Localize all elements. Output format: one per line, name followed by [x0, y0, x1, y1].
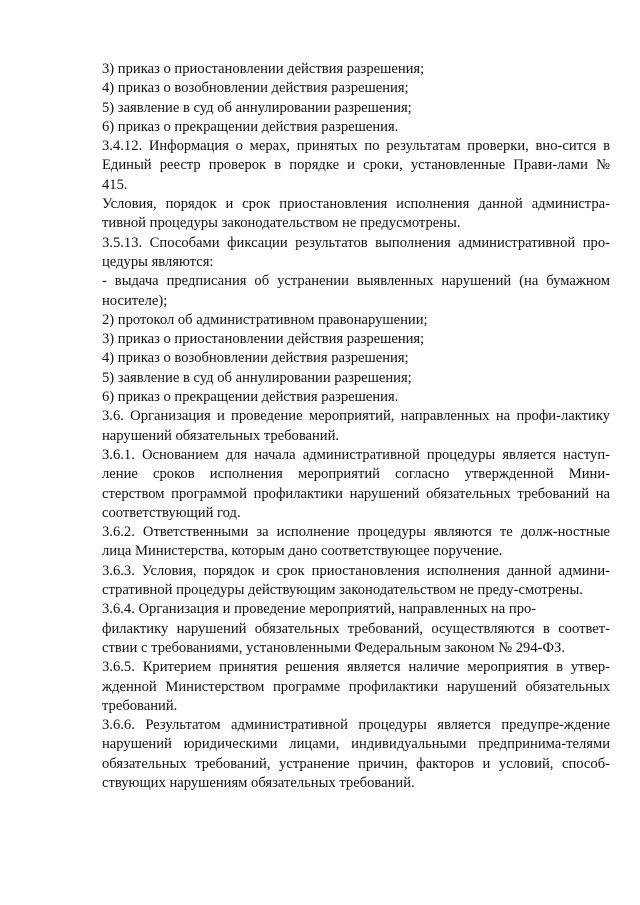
text-line: соответствующий год. [102, 504, 241, 521]
text-line: 3.4.12. Информация о мерах, принятых по результатам проверки, вно-сится в [102, 138, 610, 155]
text-line: 3) приказ о приостановлении действия разрешения; [102, 331, 425, 348]
text-line: жденной Министерством программе профилактики нарушений обязательных [102, 678, 610, 695]
text-line: 3) приказ о приостановлении действия разрешения; [102, 61, 425, 77]
text-line: 2) протокол об административном правонарушении; [102, 311, 428, 328]
text-line: 5) заявление в суд об аннулировании разрешения; [102, 369, 412, 386]
text-line: ление сроков исполнения мероприятий согласно утвержденной Мини- [102, 466, 610, 483]
text-line: 5) заявление в суд об аннулировании разрешения; [102, 99, 412, 116]
text-line: нарушений юридическими лицами, индивидуальными предпринима-телями [102, 736, 610, 753]
text-line: 6) приказ о прекращении действия разрешения. [102, 389, 399, 406]
text-line: 3.6. Организация и проведение мероприятий, направленных на профи-лактику [102, 408, 610, 425]
text-line: - выдача предписания об устранении выявленных нарушений (на бумажном [102, 273, 610, 290]
text-line: ствующих нарушениям обязательных требований. [102, 774, 415, 791]
text-line: цедуры являются: [102, 253, 214, 270]
text-line: стративной процедуры действующим законодательством не преду-смотрены. [102, 582, 583, 599]
text-line: Единый реестр проверок в порядке и сроки, установленные Прави-лами № [102, 157, 610, 174]
text-line: тивной процедуры законодательством не предусмотрены. [102, 215, 461, 232]
text-line: ствии с требованиями, установленными Федеральным законом № 294-ФЗ. [102, 639, 566, 656]
text-line: лица Министерства, которым дано соответствующее поручение. [102, 543, 503, 560]
text-line: 4) приказ о возобновлении действия разрешения; [102, 350, 409, 367]
text-line: 3.6.6. Результатом административной процедуры является предупре-ждение [102, 717, 610, 734]
text-line: 3.6.3. Условия, порядок и срок приостановления исполнения данной админи- [102, 562, 610, 579]
text-line: Условия, порядок и срок приостановления исполнения данной администра- [102, 196, 610, 213]
text-line: 3.6.2. Ответственными за исполнение процедуры являются те долж-ностные [102, 524, 610, 541]
text-line: 415. [102, 176, 128, 193]
text-line: 3.6.5. Критерием принятия решения является наличие мероприятия в утвер- [102, 659, 610, 676]
text-line: стерством программой профилактики нарушений обязательных требований на [102, 485, 610, 502]
text-line: носителе); [102, 292, 168, 309]
text-line: 3.6.4. Организация и проведение мероприятий, направленных на про- [102, 601, 537, 618]
text-line: нарушений обязательных требований. [102, 427, 340, 444]
text-line: обязательных требований, устранение причин, факторов и условий, способ- [102, 755, 610, 772]
text-line: филактику нарушений обязательных требований, осуществляются в соответ- [102, 620, 610, 637]
document-page [102, 60, 610, 793]
text-line: 4) приказ о возобновлении действия разрешения; [102, 80, 409, 97]
text-line: 6) приказ о прекращении действия разрешения. [102, 118, 399, 135]
text-line: 3.5.13. Способами фиксации результатов выполнения административной про- [102, 234, 610, 251]
text-line: 3.6.1. Основанием для начала административной процедуры является наступ- [102, 446, 610, 463]
text-line: требований. [102, 697, 178, 714]
